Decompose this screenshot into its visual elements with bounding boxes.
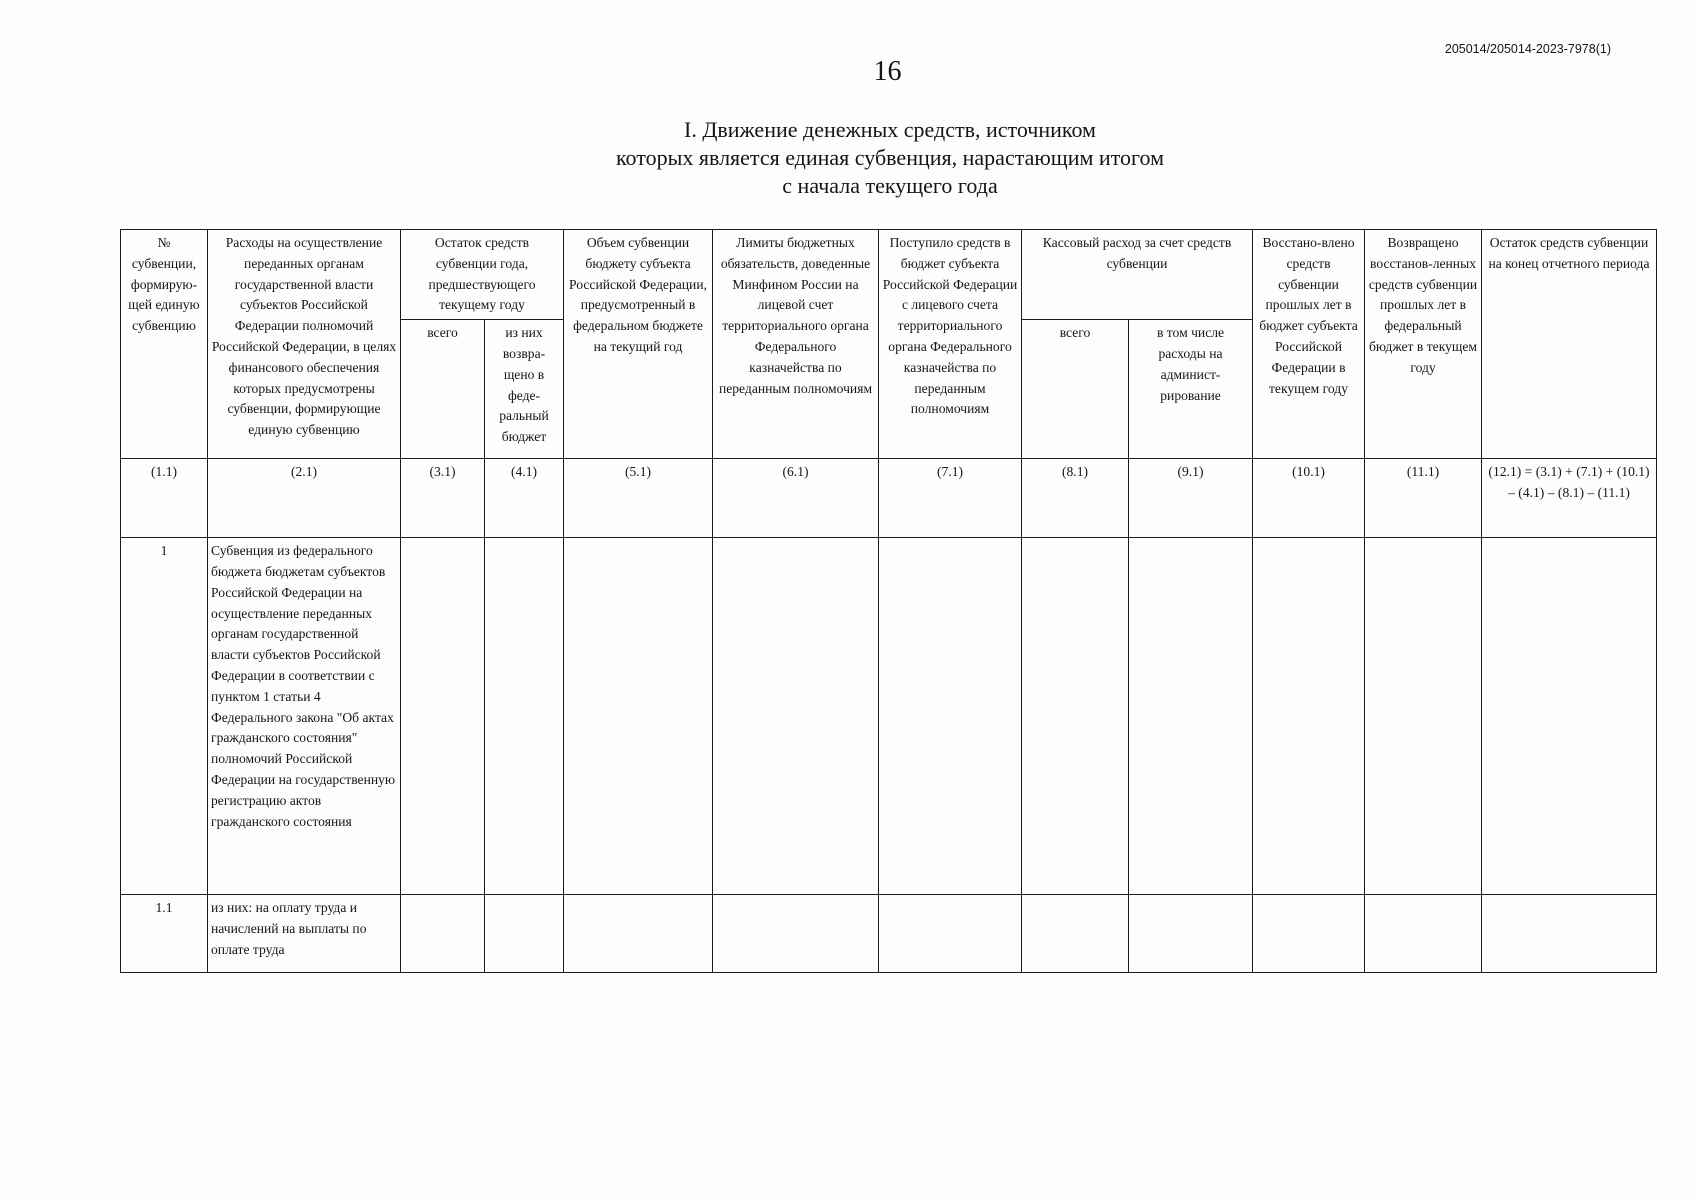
code-cell: (9.1) [1129,459,1253,538]
empty-cell [1482,538,1657,895]
header-subvention-volume: Объем субвенции бюджету субъекта Российской Федерации, предусмотренный в федеральном бюджете на текущий год [564,230,713,459]
empty-cell [401,538,485,895]
empty-cell [1253,895,1365,973]
empty-cell [564,895,713,973]
empty-cell [1129,538,1253,895]
empty-cell [1129,895,1253,973]
section-title-line: которых является единая субвенция, нарастающим итогом [615,145,1165,170]
code-cell: (10.1) [1253,459,1365,538]
empty-cell [713,895,879,973]
header-expenses: Расходы на осуществление переданных органам государственной власти субъектов Российской Федерации полномочий Российской Федерации, в целях финансового обеспечения которых предусмотрены субвенции, формирующие единую субвенцию [208,230,401,459]
header-subvention-number: № субвенции, формирую-щей единую субвенцию [121,230,208,459]
empty-cell [401,895,485,973]
table-row [121,895,1657,973]
code-cell: (6.1) [713,459,879,538]
row-number: 1.1 [121,895,208,973]
code-cell: (4.1) [485,459,564,538]
header-restored-funds: Восстано-влено средств субвенции прошлых лет в бюджет субъекта Российской Федерации в текущем году [1253,230,1365,459]
code-cell: (1.1) [121,459,208,538]
header-cash-expenses: Кассовый расход за счет средств субвенции [1022,230,1253,320]
empty-cell [1365,538,1482,895]
header-received-funds: Поступило средств в бюджет субъекта Российской Федерации с лицевого счета территориального органа Федерального казначейства по переданным полномочиям [879,230,1022,459]
header-row [121,230,1657,320]
empty-cell [713,538,879,895]
code-cell: (5.1) [564,459,713,538]
row-description: Субвенция из федерального бюджета бюджетам субъектов Российской Федерации на осуществление переданных органам государственной власти субъектов Российской Федерации в соответствии с пунктом 1 статьи 4 Федерального закона "Об актах гражданского состояния" полномочий Российской Федерации на государственную регистрацию актов гражданского состояния [208,538,401,895]
header-cash-administration: в том числе расходы на админист-рирование [1129,320,1253,459]
table-row [121,538,1657,895]
empty-cell [1022,538,1129,895]
empty-cell [1253,538,1365,895]
formula-cell: (12.1) = (3.1) + (7.1) + (10.1) – (4.1) – (8.1) – (11.1) [1482,459,1657,538]
document-id: 205014/205014-2023-7978(1) [1444,42,1611,56]
header-budget-limits: Лимиты бюджетных обязательств, доведенные Минфином России на лицевой счет территориального органа Федерального казначейства по переданным полномочиям [713,230,879,459]
row-number: 1 [121,538,208,895]
empty-cell [1022,895,1129,973]
empty-cell [1365,895,1482,973]
empty-cell [485,895,564,973]
code-cell: (7.1) [879,459,1022,538]
header-balance-returned: из них возвра-щено в феде-ральный бюджет [485,320,564,459]
row-description: из них: на оплату труда и начислений на выплаты по оплате труда [208,895,401,973]
code-cell: (11.1) [1365,459,1482,538]
codes-row [121,459,1657,538]
header-cash-total: всего [1022,320,1129,459]
header-end-balance: Остаток средств субвенции на конец отчетного периода [1482,230,1657,459]
header-prior-year-balance: Остаток средств субвенции года, предшествующего текущему году [401,230,564,320]
subvention-table [120,229,1657,973]
section-title-line: I. Движение денежных средств, источником [684,117,1096,142]
empty-cell [485,538,564,895]
code-cell: (3.1) [401,459,485,538]
empty-cell [879,538,1022,895]
empty-cell [1482,895,1657,973]
header-returned-funds: Возвращено восстанов-ленных средств субвенции прошлых лет в федеральный бюджет в текущем году [1365,230,1482,459]
section-title [545,116,1235,200]
empty-cell [879,895,1022,973]
code-cell: (8.1) [1022,459,1129,538]
page-number: 16 [873,56,902,87]
empty-cell [564,538,713,895]
section-title-line: с начала текущего года [782,173,998,198]
code-cell: (2.1) [208,459,401,538]
header-balance-total: всего [401,320,485,459]
